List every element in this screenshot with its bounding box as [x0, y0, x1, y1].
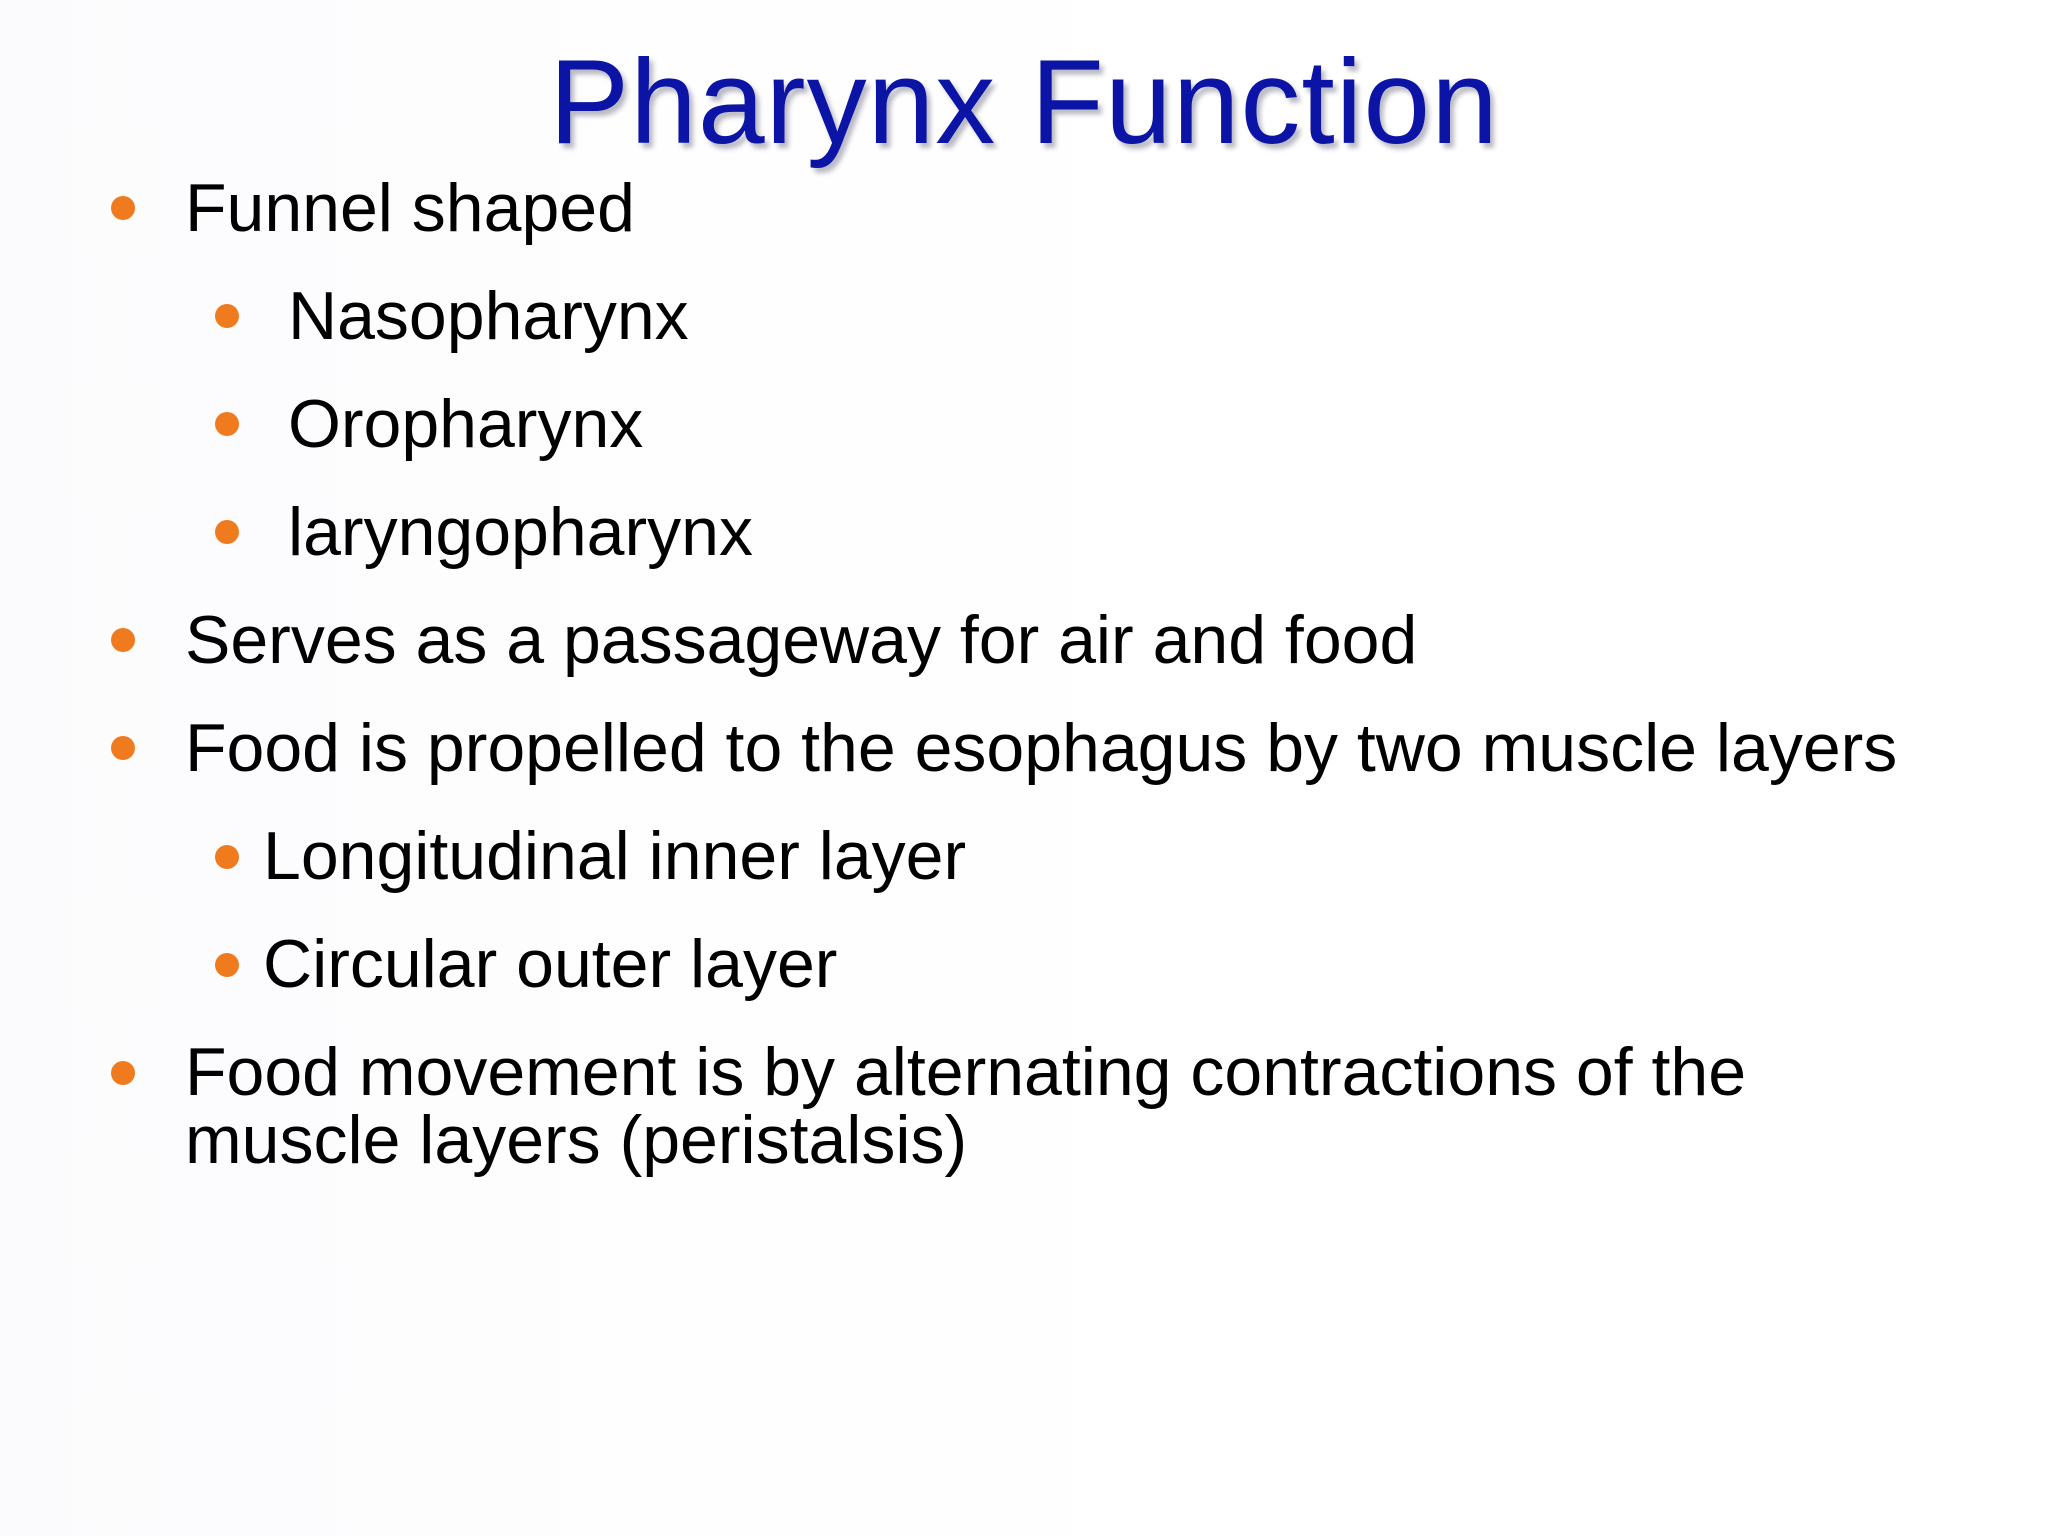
sub-bullet-icon: [215, 520, 239, 544]
bullet-icon: [111, 628, 135, 652]
bullet-text: Food is propelled to the esophagus by two muscle layers: [185, 710, 1898, 786]
sub-bullet-icon: [215, 845, 239, 869]
bullet-text-continuation: muscle layers (peristalsis): [185, 1102, 968, 1178]
sub-bullet-text: Circular outer layer: [263, 926, 838, 1002]
bullet-icon: [111, 1061, 135, 1085]
sub-bullet-icon: [215, 953, 239, 977]
bullet-icon: [111, 736, 135, 760]
bullet-text: Serves as a passageway for air and food: [185, 602, 1418, 678]
bullet-icon: [111, 196, 135, 220]
sub-bullet-icon: [215, 412, 239, 436]
bullet-text: Food movement is by alternating contractions of the: [185, 1034, 1747, 1110]
sub-bullet-text: Longitudinal inner layer: [263, 818, 967, 894]
bullet-text: Funnel shaped: [185, 170, 635, 246]
slide-title: Pharynx Function: [549, 35, 1499, 169]
sub-bullet-icon: [215, 304, 239, 328]
sub-bullet-text: laryngopharynx: [288, 494, 753, 570]
sub-bullet-text: Oropharynx: [288, 386, 644, 462]
sub-bullet-text: Nasopharynx: [288, 278, 689, 354]
